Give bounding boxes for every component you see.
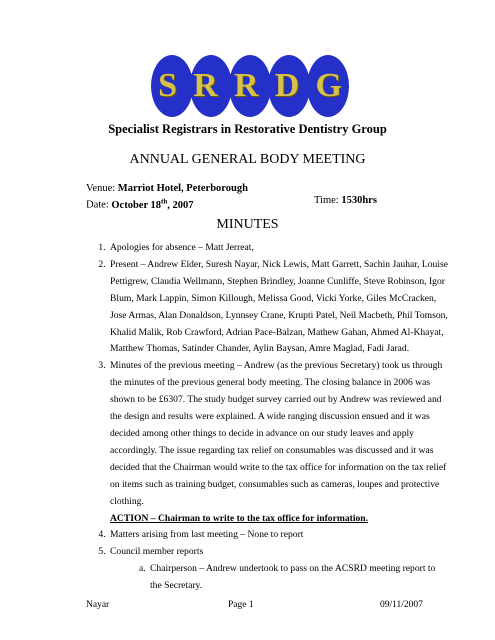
list-item — [108, 257, 448, 358]
footer-page-number: Page 1 — [228, 600, 254, 610]
date-value-year: , 2007 — [167, 199, 194, 211]
list-item — [108, 527, 448, 544]
list-item — [108, 358, 448, 527]
list-item-text: Present – Andrew Elder, Suresh Nayar, Nick Lewis, Matt Garrett, Sachin Jauhar, Louise Pettigrew, Claudia Wellmann, Stephen Brindley, Joanne Cunliffe, Steve Robinson, Igor Blum, Mark Lappin, Simon Killough, Melissa Good, Vicki Yorke, Giles McCracken, Jose Armas, Alan Donaldson, Lynnsey Crane, Krupti Patel, Neil Macbeth, Phil Tomson, Khalid Malik, Rob Crawford, Adrian Pace-Balzan, Mathew Gahan, Ahmed Al-Khayat, Matthew Thomas, Satinder Chander, Aylin Baysan, Amre Maglad, Fadi Jarad. — [110, 258, 449, 355]
venue-line — [86, 182, 248, 195]
venue-label: Venue: — [86, 183, 116, 194]
logo-letters — [150, 52, 350, 120]
list-item — [108, 240, 448, 257]
list-item-text: Apologies for absence – Matt Jerreat, — [110, 242, 254, 253]
srrdg-logo — [150, 52, 350, 120]
minutes-title: MINUTES — [216, 217, 279, 232]
logo-letter: S — [158, 67, 178, 104]
logo-letter: R — [193, 67, 218, 104]
time-label: Time: — [314, 195, 339, 206]
venue-value: Marriot Hotel, Peterborough — [117, 183, 248, 194]
logo-letter: R — [233, 67, 259, 104]
venue-date-block — [86, 182, 248, 212]
organization-name: Specialist Registrars in Restorative Dentistry Group — [108, 122, 387, 136]
action-note: ACTION – Chairman to write to the tax office for information. — [110, 512, 369, 524]
minutes-list — [86, 240, 448, 595]
time-line — [314, 195, 377, 206]
date-label: Date: — [86, 199, 109, 211]
date-value-sup: th — [161, 197, 168, 205]
list-item-text: Council member reports — [110, 546, 204, 558]
date-value — [111, 197, 194, 211]
time-value: 1530hrs — [341, 195, 377, 206]
date-value-main: October 18 — [111, 199, 162, 211]
list-item-text: Minutes of the previous meeting – Andrew (as the previous Secretary) took us through the minutes of the previous general body meeting. The closing balance in 2006 was shown to be £6307. The study budget survey carried out by Andrew was reviewed and the design and results were explained. A wide ranging discussion ensued and it was decided among other things to decide in advance on our study leaves and apply accordingly. The issue regarding tax relief on consumables was discussed and it was decided that the Chairman would write to the tax office for information on the tax relief on items such as training budget, consumables such as cameras, loupes and protective clothing. — [110, 360, 447, 507]
footer-author: Nayar — [86, 600, 110, 610]
sub-list-item — [148, 561, 448, 595]
sub-list-item-text: Chairperson – Andrew undertook to pass on the ACSRD meeting report to the Secretary. — [150, 563, 436, 592]
list-item — [108, 544, 448, 595]
footer-date: 09/11/2007 — [380, 600, 423, 610]
list-item-text: Matters arising from last meeting – None to report — [110, 529, 304, 541]
date-line — [86, 195, 248, 212]
logo-letter: G — [315, 67, 342, 104]
sub-list — [110, 561, 448, 595]
meeting-title: ANNUAL GENERAL BODY MEETING — [129, 152, 366, 167]
logo-letter: D — [274, 67, 300, 104]
